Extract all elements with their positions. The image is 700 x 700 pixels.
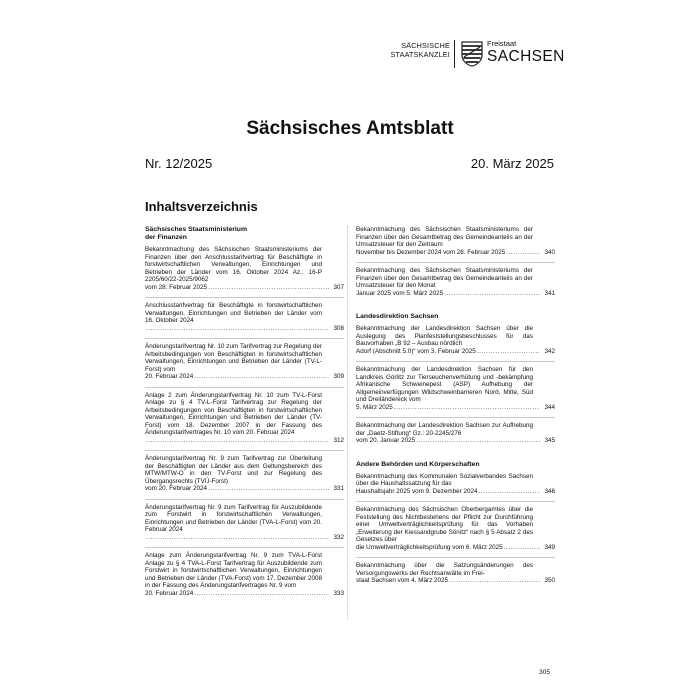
section-heading-line: Landesdirektion Sachsen — [356, 313, 439, 320]
toc-entry-end-line — [356, 290, 555, 298]
toc-entry[interactable] — [356, 366, 555, 418]
toc-entry-text: Bekanntmachung der Landesdirektion Sachsen zur Aufhebung der „Daetz-Stiftung“ Gz.: 20-2245/276 — [356, 422, 533, 437]
toc-page-number: 307 — [333, 283, 344, 291]
document-title: Sächsisches Amtsblatt — [246, 118, 454, 139]
toc-entry-end-line — [145, 437, 344, 445]
toc-page-number: 332 — [333, 533, 344, 541]
toc-entry-end-line — [356, 488, 555, 496]
toc-entry-tail: vom 20. Februar 2024 — [145, 485, 207, 492]
logo-staatskanzlei — [391, 41, 450, 59]
toc-entry-tail: 20. Februar 2024 — [145, 373, 194, 380]
toc-page-number: 309 — [333, 373, 344, 380]
logo-line-2: STAATSKANZLEI — [390, 50, 450, 59]
toc-page-number: 345 — [544, 437, 555, 444]
section-heading — [145, 226, 344, 242]
toc-entry-text: Anlage zum Änderungstarifvertrag Nr. 9 zum TVA-L-Forst Anlage zu § 4 TVA-L-Forst Tarifvertrag für Auszubildende zum Forstwirt in forstwirtschaftlichen Verwaltungen, Einrichtungen und Betrieben der Länder (TVA-Forst) vom 17. Dezember 2008 in der Fassung des Änderungstarifvertrages Nr. 9 vom — [145, 552, 322, 589]
section-heading-line: der Finanzen — [145, 234, 187, 241]
saxony-crest-icon — [461, 41, 483, 67]
toc-entry-end-line — [145, 373, 344, 381]
toc-page-number: 331 — [333, 485, 344, 492]
toc-entry-tail: Haushaltsjahr 2025 vom 9. Dezember 2024 — [356, 487, 478, 495]
header-logo — [390, 39, 568, 70]
toc-entry-text: Änderungstarifvertrag Nr. 9 zum Tarifvertrag für Auszubildende zum Forstwirt in forstwirtschaftlichen Verwaltungen, Einrichtungen und Betrieben der Länder (TVA-L-Forst) vom 20. Februar 2024 — [145, 503, 322, 533]
toc-entry[interactable] — [145, 302, 344, 339]
dot-leader — [478, 488, 540, 496]
toc-left-column — [145, 226, 344, 607]
issue-number: Nr. 12/2025 — [145, 156, 213, 171]
logo-sachsen: SACHSEN — [487, 48, 565, 65]
toc-entry-tail: die Umweltverträglichkeitsprüfung vom 6. März 2025 — [356, 543, 503, 551]
toc-entry-text: Bekanntmachung des Sächsischen Staatsministeriums der Finanzen über den Gesamtbetrag des Gemeindeanteils an der Umsatzsteuer für den Zeitraum — [356, 226, 533, 248]
toc-entry[interactable] — [356, 422, 555, 451]
toc-entry[interactable] — [145, 343, 344, 388]
toc-page-number: 341 — [544, 289, 555, 297]
dot-leader — [208, 284, 329, 292]
toc-entry-tail: November bis Dezember 2024 vom 28. Februar 2025 — [356, 248, 506, 256]
toc-heading: Inhaltsverzeichnis — [145, 199, 258, 214]
toc-entry-end-line — [356, 577, 555, 585]
toc-entry-text: Bekanntmachung des Sächsischen Staatsministeriums der Finanzen über den Anschlusstarifvertrag für Beschäftigte in forstwirtschaftlichen Verwaltungen, Einrichtungen und Betrieben der Länder vom 16. Oktober 2024 Az.: 16-P 2205/60/22-2025/9062 — [145, 246, 322, 283]
section-heading-line: Sächsisches Staatsministerium — [145, 226, 247, 233]
toc-entry-tail: Adorf (Abschnitt 5.0)“ vom 3. Februar 2025 — [356, 347, 476, 355]
toc-entry[interactable] — [145, 504, 344, 549]
dot-leader — [506, 249, 540, 257]
dot-leader — [194, 373, 329, 381]
toc-entry-tail: 5. März 2025 — [356, 403, 393, 411]
toc-entry[interactable] — [145, 392, 344, 452]
toc-entry-end-line — [356, 348, 555, 356]
dot-leader — [146, 325, 329, 333]
toc-entry[interactable] — [145, 552, 344, 603]
toc-entry-text: Anschlusstarifvertrag für Beschäftigte in forstwirtschaftlichen Verwaltungen, Einrichtungen und Betrieben der Länder vom 16. Oktober 2024 — [145, 302, 322, 324]
toc-page-number: 312 — [333, 436, 344, 444]
toc-entry[interactable] — [356, 226, 555, 263]
toc-entry[interactable] — [145, 246, 344, 298]
toc-entry-text: Änderungstarifvertrag Nr. 10 zum Tarifvertrag zur Regelung der Arbeitsbedingungen von Beschäftigten in forstwirtschaftlichen Verwaltungen, Einrichtungen und Betrieben der Länder (TV-L-Forst) vom — [145, 343, 322, 373]
toc-entry-end-line — [145, 485, 344, 493]
toc-entry-text: Bekanntmachung des Sächsischen Oberbergamtes über die Feststellung des Nichtbestehens der Pflicht zur Durchführung einer Umweltverträglichkeitsprüfung für das Vorhaben „Erweiterung der Kiessandgrube Sönitz“ nach § 5 Absatz 2 des Gesetzes über — [356, 506, 533, 543]
toc-entry-text: Anlage 2 zum Änderungstarifvertrag Nr. 10 zum TV-L-Forst Anlage zu § 4 TV-L-Forst Tarifvertrag zur Regelung der Arbeitsbedingungen von Beschäftigten in forstwirtschaftlichen Verwaltungen, Einrichtungen und Betrieben der Länder (TV-Forst) vom 18. Dezember 2007 in der Fassung des Änderungstarifvertrages Nr. 10 vom 20. Februar 2024 — [145, 391, 322, 436]
dot-leader — [449, 577, 540, 585]
toc-page-number: 342 — [544, 347, 555, 355]
toc-entry[interactable] — [145, 455, 344, 500]
logo-divider — [454, 40, 455, 68]
toc-entry[interactable] — [356, 267, 555, 303]
toc-entry-text: Bekanntmachung über die Satzungsänderungen des Versorgungswerks der Rechtsanwälte im Frei- — [356, 562, 533, 577]
toc-entry[interactable] — [356, 506, 555, 558]
dot-leader — [194, 590, 329, 598]
toc-entry-end-line — [356, 404, 555, 412]
toc-entry-end-line — [145, 325, 344, 333]
dot-leader — [477, 348, 540, 356]
toc-right-column — [356, 226, 555, 595]
toc-entry-tail: vom 28. Februar 2025 — [145, 283, 207, 291]
toc-entry-text: Bekanntmachung der Landesdirektion Sachsen über die Auslegung des Planfeststellungsbeschlusses für das Bauvorhaben „B 92 – Ausbau nördlich — [356, 325, 533, 347]
toc-entry-tail: staat Sachsen vom 4. März 2025 — [356, 577, 449, 584]
dot-leader — [146, 437, 329, 445]
toc-entry-text: Bekanntmachung des Kommunalen Sozialverbandes Sachsen über die Haushaltssatzung für das — [356, 472, 533, 487]
column-separator — [347, 226, 348, 620]
toc-entry-end-line — [356, 249, 555, 257]
toc-entry-end-line — [145, 284, 344, 292]
toc-page-number: 349 — [544, 543, 555, 551]
toc-page-number: 333 — [333, 589, 344, 597]
toc-entry-end-line — [145, 534, 344, 542]
toc-entry[interactable] — [356, 562, 555, 591]
dot-leader — [146, 534, 329, 542]
toc-page-number: 346 — [544, 487, 555, 495]
section-heading — [356, 461, 555, 469]
toc-page-number: 340 — [544, 248, 555, 256]
toc-page-number: 308 — [333, 324, 344, 332]
toc-entry[interactable] — [356, 325, 555, 362]
issue-date: 20. März 2025 — [470, 156, 554, 171]
toc-entry-end-line — [356, 544, 555, 552]
dot-leader — [444, 290, 540, 298]
toc-entry-tail: 20. Februar 2024 — [145, 589, 194, 597]
toc-entry-end-line — [356, 437, 555, 445]
toc-entry[interactable] — [356, 473, 555, 503]
toc-entry-text: Bekanntmachung des Sächsischen Staatsministeriums der Finanzen über den Gesamtbetrag des Gemeindeanteils an der Umsatzsteuer für den Monat — [356, 267, 533, 289]
toc-entry-end-line — [145, 590, 344, 598]
toc-page-number: 344 — [544, 403, 555, 411]
dot-leader — [504, 544, 540, 552]
page-number: 305 — [539, 669, 550, 676]
dot-leader — [394, 404, 540, 412]
toc-entry-tail: Januar 2025 vom 5. März 2025 — [356, 289, 444, 297]
logo-freistaat: Freistaat — [487, 39, 517, 48]
dot-leader — [208, 485, 329, 493]
logo-line-1: SÄCHSISCHE — [401, 41, 450, 50]
toc-entry-text: Änderungstarifvertrag Nr. 9 zum Tarifvertrag zur Überleitung der Beschäftigten der Länder aus dem Geltungsbereich des MTW/MTW-O in den TV-Forst und zur Regelung des Übergangsrechts (TVÜ-Forst) — [145, 455, 322, 485]
toc-entry-tail: vom 20. Januar 2025 — [356, 437, 416, 444]
dot-leader — [416, 437, 540, 445]
section-heading-line: Andere Behörden und Körperschaften — [356, 460, 480, 468]
section-heading — [356, 313, 555, 321]
toc-entry-text: Bekanntmachung der Landesdirektion Sachsen für den Landkreis Görlitz zur Tierseuchenverhütung und -bekämpfung Afrikanische Schweinepest (ASP) Aufhebung der Allgemeinverfügungen Wildschweinbarrieren Nord, Mitte, Süd und Dreiländereck vom — [356, 366, 533, 403]
toc-page-number: 350 — [544, 577, 555, 584]
